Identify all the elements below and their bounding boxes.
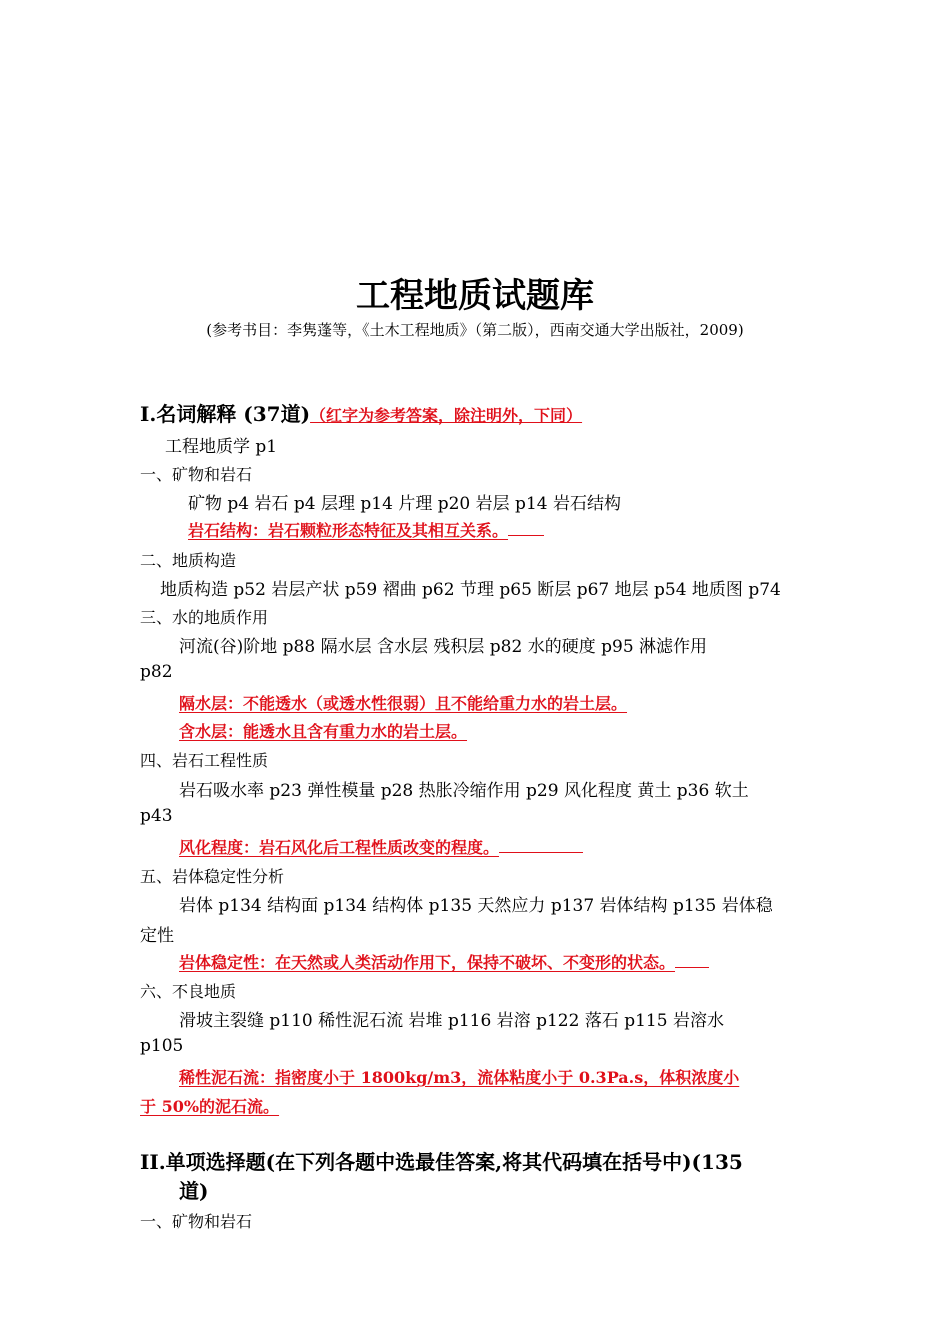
section-1-intro: 工程地质学 p1 — [165, 437, 278, 457]
document-title: 工程地质试题库 — [356, 276, 594, 316]
section-1-note: （红字为参考答案，除注明外，下同） — [310, 406, 583, 425]
answer-dilute-debris-flow-line2: 于 50%的泥石流。 — [140, 1097, 280, 1116]
answer-aquifer: 含水层：能透水且含有重力水的岩土层。 — [179, 722, 468, 741]
section-2-first-group: 一、矿物和岩石 — [140, 1212, 253, 1231]
section-1-heading — [140, 398, 582, 427]
group-terms-minerals: 矿物 p4 岩石 p4 层理 p14 片理 p20 岩层 p14 岩石结构 — [188, 494, 621, 514]
group-terms-rock-properties-line2: p43 — [140, 806, 173, 826]
group-terms-rock-mass-line2: 定性 — [140, 926, 174, 946]
answer-dilute-debris-flow-line1: 稀性泥石流：指密度小于 1800kg/m3，流体粘度小于 0.3Pa.s，体积浓度小 — [179, 1068, 740, 1087]
group-terms-rock-mass-line1: 岩体 p134 结构面 p134 结构体 p135 天然应力 p137 岩体结构 p135 岩体稳 — [179, 896, 773, 916]
answer-rock-mass-stability: 岩体稳定性：在天然或人类活动作用下，保持不破坏、不变形的状态。 — [179, 950, 709, 973]
document-subtitle: (参考书目：李隽蓬等，《土木工程地质》（第二版），西南交通大学出版社，2009) — [206, 321, 744, 339]
answer-weathering-degree: 风化程度：岩石风化后工程性质改变的程度。 — [179, 835, 583, 858]
group-terms-rock-properties-line1: 岩石吸水率 p23 弹性模量 p28 热胀冷缩作用 p29 风化程度 黄土 p36 软土 — [179, 781, 749, 801]
group-title-rock-properties: 四、岩石工程性质 — [140, 751, 269, 770]
section-1-title: I.名词解释 (37道) — [140, 402, 311, 426]
group-title-water: 三、水的地质作用 — [140, 608, 269, 627]
group-title-minerals: 一、矿物和岩石 — [140, 465, 253, 484]
answer-aquiclude: 隔水层：不能透水（或透水性很弱）且不能给重力水的岩土层。 — [179, 694, 628, 713]
group-terms-structure: 地质构造 p52 岩层产状 p59 褶曲 p62 节理 p65 断层 p67 地层 p54 地质图 p74 — [160, 580, 781, 600]
section-2-heading-line2: 道) — [179, 1179, 209, 1203]
group-title-structure: 二、地质构造 — [140, 551, 237, 570]
group-terms-hazards-line2: p105 — [140, 1036, 184, 1056]
section-2-heading-line1: II.单项选择题(在下列各题中选最佳答案,将其代码填在括号中)(135 — [140, 1150, 743, 1174]
group-title-hazards: 六、不良地质 — [140, 982, 237, 1001]
group-terms-water-line1: 河流(谷)阶地 p88 隔水层 含水层 残积层 p82 水的硬度 p95 淋滤作用 — [179, 637, 708, 657]
group-terms-hazards-line1: 滑坡主裂缝 p110 稀性泥石流 岩堆 p116 岩溶 p122 落石 p115 岩溶水 — [179, 1011, 724, 1031]
answer-rock-texture: 岩石结构：岩石颗粒形态特征及其相互关系。 — [188, 518, 544, 541]
group-terms-water-line2: p82 — [140, 662, 173, 682]
group-title-rock-mass: 五、岩体稳定性分析 — [140, 867, 285, 886]
